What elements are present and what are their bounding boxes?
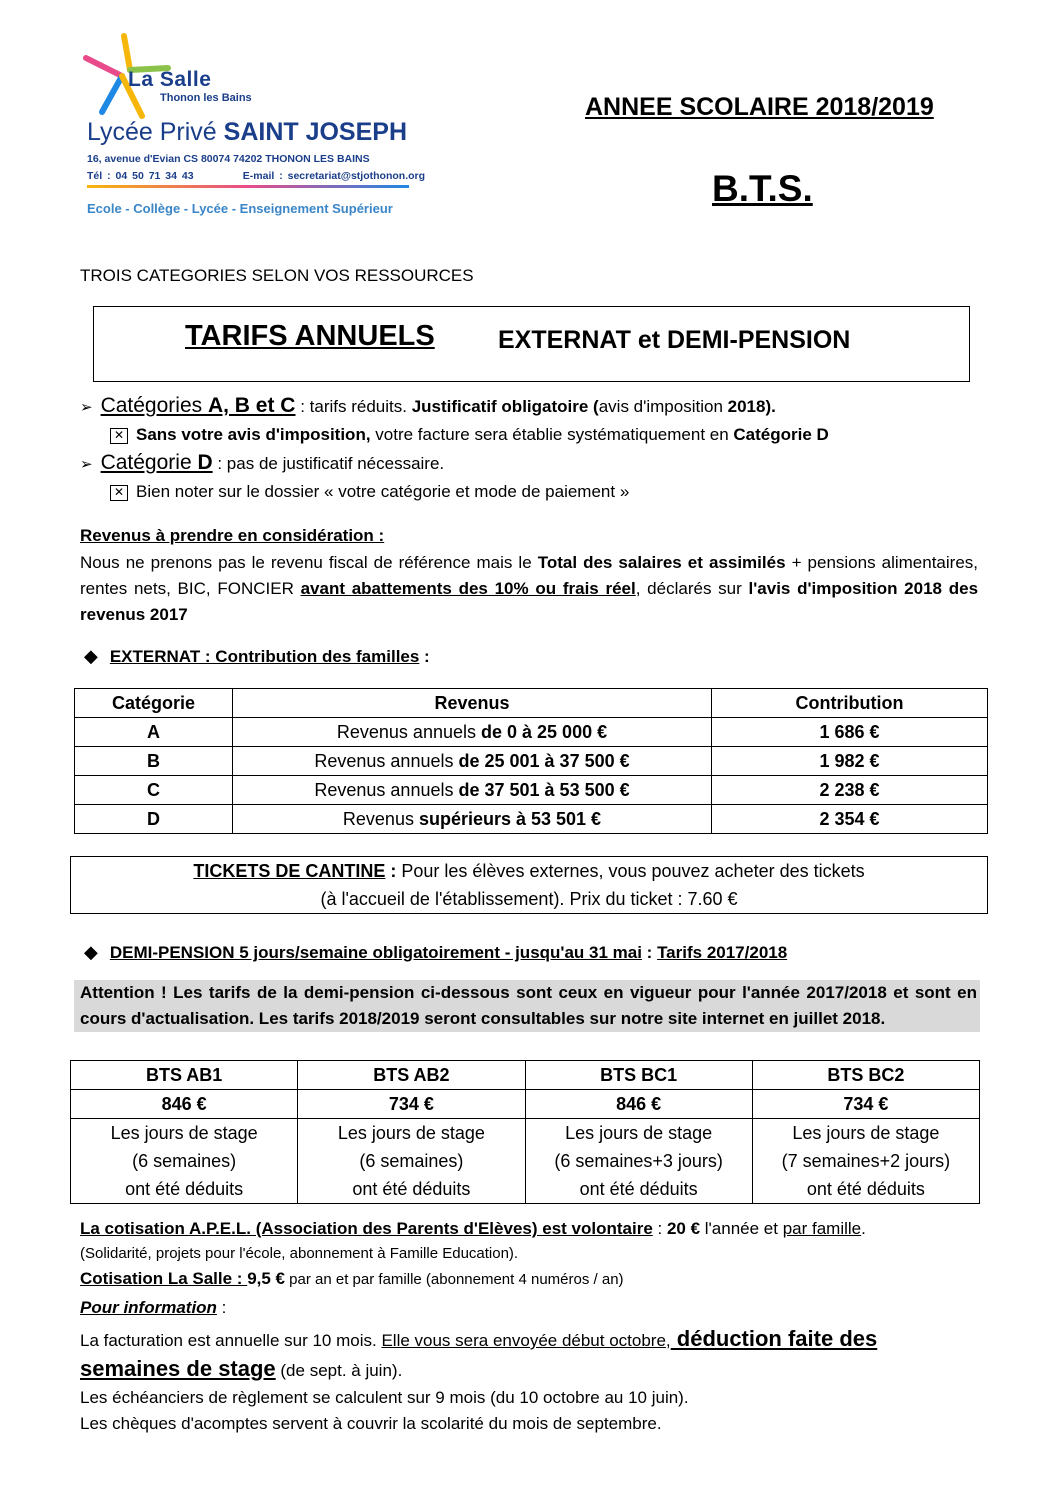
intro-text: TROIS CATEGORIES SELON VOS RESSOURCES: [80, 266, 474, 285]
apel-note: (Solidarité, projets pour l'école, abonnement à Famille Education).: [80, 1245, 519, 1262]
column-header: BTS AB1: [71, 1061, 298, 1090]
category-cell: B: [75, 747, 233, 776]
logo-divider: [87, 185, 409, 188]
table-row: [75, 805, 988, 834]
categories-abc-note: ✕ Sans votre avis d'imposition, votre facture sera établie systématiquement en Catégorie D: [110, 425, 829, 445]
diamond-bullet-icon: ◆: [84, 646, 98, 666]
column-header: BTS BC2: [752, 1061, 979, 1090]
info-heading: Pour information :: [80, 1298, 227, 1317]
note-cell: Les jours de stage (7 semaines+2 jours) ont été déduits: [752, 1119, 979, 1204]
table-row: [75, 776, 988, 805]
column-header: Contribution: [712, 689, 988, 718]
revenus-cell: Revenus annuels de 25 001 à 37 500 €: [233, 747, 712, 776]
category-cell: C: [75, 776, 233, 805]
column-header: Catégorie: [75, 689, 233, 718]
checkbox-x-icon: ✕: [110, 428, 128, 444]
logo-city: Thonon les Bains: [160, 92, 252, 104]
table-header-row: [75, 689, 988, 718]
contribution-cell: 2 238 €: [712, 776, 988, 805]
price-cell: 734 €: [298, 1090, 525, 1119]
column-header: BTS BC1: [525, 1061, 752, 1090]
note-cell: Les jours de stage (6 semaines) ont été déduits: [71, 1119, 298, 1204]
apel-line: La cotisation A.P.E.L. (Association des Parents d'Elèves) est volontaire : 20 € l'année et par famille.: [80, 1219, 866, 1238]
note-cell: Les jours de stage (6 semaines+3 jours) ont été déduits: [525, 1119, 752, 1204]
cantine-box: TICKETS DE CANTINE : Pour les élèves externes, vous pouvez acheter des tickets (à l'accueil de l'établissement). Prix du ticket : 7.60 €: [70, 856, 988, 914]
table-row: [75, 747, 988, 776]
note-cell: Les jours de stage (6 semaines) ont été déduits: [298, 1119, 525, 1204]
demipension-heading: ◆ DEMI-PENSION 5 jours/semaine obligatoirement - jusqu'au 31 mai : Tarifs 2017/2018: [84, 942, 788, 962]
logo-brand: La Salle: [128, 68, 212, 91]
logo-tagline: Ecole - Collège - Lycée - Enseignement Supérieur: [87, 201, 393, 216]
attention-notice: Attention ! Les tarifs de la demi-pension ci-dessous sont ceux en vigueur pour l'année 2017/2018 et sont en cours d'actualisation. Les tarifs 2018/2019 seront consultables sur notre site internet en juillet 2018.: [74, 980, 980, 1032]
table-row: [71, 1119, 980, 1204]
facturation-line: La facturation est annuelle sur 10 mois. Elle vous sera envoyée début octobre, déduction faite des: [80, 1326, 878, 1351]
arrow-bullet-icon: ➢: [80, 456, 93, 473]
revenus-heading: Revenus à prendre en considération :: [80, 526, 385, 545]
categories-d-note: ✕ Bien noter sur le dossier « votre catégorie et mode de paiement »: [110, 482, 629, 502]
category-cell: A: [75, 718, 233, 747]
categories-abc-line: ➢ Catégories A, B et C : tarifs réduits. Justificatif obligatoire (avis d'imposition 2018).: [80, 394, 776, 417]
revenus-cell: Revenus supérieurs à 53 501 €: [233, 805, 712, 834]
diamond-bullet-icon: ◆: [84, 942, 98, 962]
externat-heading: ◆ EXTERNAT : Contribution des familles :: [84, 646, 430, 666]
price-cell: 734 €: [752, 1090, 979, 1119]
bts-title: B.T.S.: [712, 168, 813, 209]
column-header: BTS AB2: [298, 1061, 525, 1090]
revenus-cell: Revenus annuels de 0 à 25 000 €: [233, 718, 712, 747]
logo-contact: Tél : 04 50 71 34 43 E-mail : secretariat@stjothonon.org: [87, 170, 426, 182]
cheques-line: Les chèques d'acomptes servent à couvrir la scolarité du mois de septembre.: [80, 1414, 662, 1433]
contribution-cell: 1 982 €: [712, 747, 988, 776]
price-cell: 846 €: [525, 1090, 752, 1119]
externat-table: [74, 688, 988, 834]
arrow-bullet-icon: ➢: [80, 399, 93, 416]
facturation-line-2: semaines de stage (de sept. à juin).: [80, 1356, 403, 1381]
demipension-table: [70, 1060, 980, 1204]
table-row: [71, 1090, 980, 1119]
contribution-cell: 1 686 €: [712, 718, 988, 747]
categories-d-line: ➢ Catégorie D : pas de justificatif nécessaire.: [80, 451, 445, 474]
logo-school-name: Lycée Privé SAINT JOSEPH: [87, 118, 408, 146]
price-cell: 846 €: [71, 1090, 298, 1119]
table-row: [75, 718, 988, 747]
tarifs-title: TARIFS ANNUELS: [185, 320, 435, 352]
school-year-title: ANNEE SCOLAIRE 2018/2019: [585, 93, 934, 121]
logo-address: 16, avenue d'Evian CS 80074 74202 THONON LES BAINS: [87, 153, 370, 165]
table-header-row: [71, 1061, 980, 1090]
tarifs-subtitle: EXTERNAT et DEMI-PENSION: [498, 326, 851, 354]
category-cell: D: [75, 805, 233, 834]
checkbox-x-icon: ✕: [110, 485, 128, 501]
column-header: Revenus: [233, 689, 712, 718]
revenus-paragraph: Nous ne prenons pas le revenu fiscal de référence mais le Total des salaires et assimilés + pensions alimentaires, rentes nets, BIC, FONCIER avant abattements des 10% ou frais réel, déclarés sur l'avis d'imposition 2018 des revenus 2017: [80, 553, 979, 624]
lasalle-line: Cotisation La Salle : 9,5 € par an et par famille (abonnement 4 numéros / an): [80, 1269, 624, 1288]
echeanciers-line: Les échéanciers de règlement se calculent sur 9 mois (du 10 octobre au 10 juin).: [80, 1388, 689, 1407]
revenus-cell: Revenus annuels de 37 501 à 53 500 €: [233, 776, 712, 805]
contribution-cell: 2 354 €: [712, 805, 988, 834]
